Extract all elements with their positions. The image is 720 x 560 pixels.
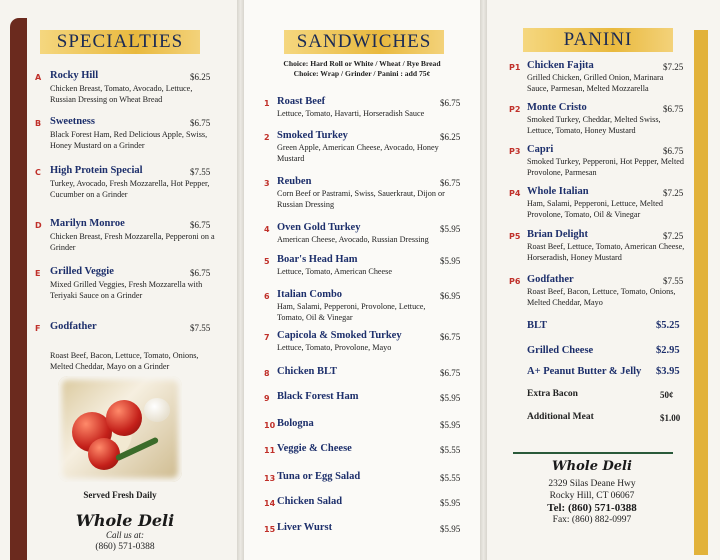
item-price: $6.75	[190, 118, 211, 128]
item-price: $7.25	[663, 188, 684, 198]
item-price: $6.75	[663, 146, 684, 156]
item-name: Godfather	[527, 274, 574, 285]
item-price: $6.75	[190, 268, 211, 278]
item-code: 1	[264, 99, 270, 108]
item-price: $7.25	[663, 231, 684, 241]
bread-choice-note	[254, 59, 470, 79]
item-code: P6	[509, 277, 521, 286]
item-price: $7.55	[190, 167, 211, 177]
item-code: 5	[264, 257, 270, 266]
item-name: Liver Wurst	[277, 522, 333, 533]
city-address: Rocky Hill, CT 06067	[549, 491, 635, 501]
item-price: $5.95	[440, 393, 461, 403]
item-code: F	[35, 324, 41, 333]
item-description: Grilled Chicken, Grilled Onion, Marinara Sauce, Parmesan, Melted Mozzarella	[527, 73, 664, 93]
item-code: 14	[264, 499, 276, 508]
item-name: Reuben	[277, 176, 312, 187]
item-code: 7	[264, 333, 270, 342]
item-price: $5.95	[440, 498, 461, 508]
phone-number: (860) 571-0388	[95, 542, 155, 552]
item-name: Oven Gold Turkey	[277, 222, 361, 233]
item-code: P5	[509, 232, 521, 241]
item-price: $6.75	[440, 98, 461, 108]
item-description: American Cheese, Avocado, Russian Dressing	[277, 235, 429, 244]
item-code: 11	[264, 446, 276, 455]
item-code: 4	[264, 225, 270, 234]
extra-price: $1.00	[660, 413, 681, 423]
tomato-graphic	[88, 438, 120, 470]
item-code: P1	[509, 63, 521, 72]
item-name: Chicken Salad	[277, 496, 343, 507]
item-name: Sweetness	[50, 116, 95, 127]
item-description: Roast Beef, Lettuce, Tomato, American Cheese, Horseradish, Honey Mustard	[527, 242, 685, 262]
bread-choice-line: Choice: Hard Roll or White / Wheat / Rye Bread	[283, 59, 441, 68]
item-name: Chicken Fajita	[527, 60, 594, 71]
item-description: Smoked Turkey, Cheddar, Melted Swiss, Lettuce, Tomato, Honey Mustard	[527, 115, 661, 135]
item-code: B	[35, 119, 42, 128]
item-description: Mixed Grilled Veggies, Fresh Mozzarella with Teriyaki Sauce on a Grinder	[50, 280, 203, 300]
street-address: 2329 Silas Deane Hwy	[548, 479, 636, 489]
item-name: Smoked Turkey	[277, 130, 348, 141]
item-code: 9	[264, 394, 270, 403]
panini-panel	[487, 0, 720, 560]
extra-price: $3.95	[656, 366, 680, 377]
item-code: 2	[264, 133, 270, 142]
item-description: Roast Beef, Bacon, Lettuce, Tomato, Onions, Melted Cheddar, Mayo	[527, 287, 676, 307]
item-name: Italian Combo	[277, 289, 343, 300]
item-name: Chicken BLT	[277, 366, 338, 377]
item-name: Capicola & Smoked Turkey	[277, 330, 402, 341]
item-description: Smoked Turkey, Pepperoni, Hot Pepper, Melted Provolone, Parmesan	[527, 157, 684, 177]
divider	[513, 452, 673, 454]
item-name: High Protein Special	[50, 165, 143, 176]
item-code: P4	[509, 189, 521, 198]
extra-price: $2.95	[656, 345, 680, 356]
item-description: Roast Beef, Bacon, Lettuce, Tomato, Onions, Melted Cheddar, Mayo on a Grinder	[50, 351, 199, 371]
tomato-graphic	[106, 400, 142, 436]
wrap-choice-line: Choice: Wrap / Grinder / Panini : add 75¢	[293, 69, 431, 78]
item-price: $5.95	[440, 420, 461, 430]
extra-name: Additional Meat	[527, 412, 594, 422]
served-fresh-daily: Served Fresh Daily	[83, 490, 157, 500]
item-price: $6.95	[440, 291, 461, 301]
food-photo	[58, 376, 182, 482]
item-description: Lettuce, Tomato, American Cheese	[277, 267, 392, 276]
call-us-label: Call us at:	[105, 530, 144, 540]
extra-price: $5.25	[656, 320, 680, 331]
item-name: Black Forest Ham	[277, 391, 359, 402]
sandwiches-panel	[244, 0, 480, 560]
item-price: $6.75	[663, 104, 684, 114]
panini-heading: PANINI	[523, 28, 673, 52]
item-description: Chicken Breast, Tomato, Avocado, Lettuce, Russian Dressing on Wheat Bread	[50, 84, 193, 104]
item-name: Bologna	[277, 418, 314, 429]
item-name: Boar's Head Ham	[277, 254, 358, 265]
item-price: $5.55	[440, 445, 461, 455]
item-price: $7.55	[190, 323, 211, 333]
item-price: $6.75	[440, 332, 461, 342]
extra-name: Grilled Cheese	[527, 345, 594, 356]
herb-graphic	[115, 437, 159, 462]
item-code: 3	[264, 179, 270, 188]
item-price: $6.25	[190, 72, 211, 82]
item-name: Capri	[527, 144, 554, 155]
item-name: Godfather	[50, 321, 97, 332]
item-price: $5.95	[440, 224, 461, 234]
item-code: A	[35, 73, 42, 82]
extra-name: BLT	[527, 320, 548, 331]
item-price: $6.75	[440, 368, 461, 378]
item-price: $5.95	[440, 256, 461, 266]
brand-logo: Whole Deli	[552, 459, 632, 474]
extra-price: 50¢	[660, 390, 674, 400]
item-price: $7.55	[663, 276, 684, 286]
item-price: $5.95	[440, 524, 461, 534]
extra-name: A+ Peanut Butter & Jelly	[527, 366, 642, 377]
item-description: Chicken Breast, Fresh Mozzarella, Pepperoni on a Grinder	[50, 232, 215, 252]
item-price: $7.25	[663, 62, 684, 72]
fold-line	[480, 0, 487, 560]
maroon-side-bar	[10, 18, 27, 560]
fax: Fax: (860) 882-0997	[552, 515, 632, 525]
item-name: Veggie & Cheese	[277, 443, 352, 454]
item-code: P3	[509, 147, 521, 156]
item-code: 15	[264, 525, 276, 534]
item-code: 6	[264, 292, 270, 301]
item-code: 13	[264, 474, 276, 483]
garlic-graphic	[144, 398, 170, 422]
item-description: Corn Beef or Pastrami, Swiss, Sauerkraut, Dijon or Russian Dressing	[277, 189, 445, 209]
item-description: Green Apple, American Cheese, Avocado, Honey Mustard	[277, 143, 439, 163]
item-description: Ham, Salami, Pepperoni, Lettuce, Melted Provolone, Tomato, Oil & Vinegar	[527, 199, 663, 219]
fold-line	[237, 0, 244, 560]
specialties-panel	[0, 0, 237, 560]
item-code: E	[35, 269, 41, 278]
item-name: Monte Cristo	[527, 102, 587, 113]
item-name: Grilled Veggie	[50, 266, 114, 277]
brand-logo: Whole Deli	[75, 511, 175, 530]
specialties-heading: SPECIALTIES	[40, 30, 200, 54]
item-name: Rocky Hill	[50, 70, 99, 81]
item-name: Whole Italian	[527, 186, 589, 197]
address-block	[507, 478, 677, 526]
extra-name: Extra Bacon	[527, 389, 578, 399]
item-code: D	[35, 221, 42, 230]
sandwiches-heading: SANDWICHES	[284, 30, 444, 54]
item-name: Marilyn Monroe	[50, 218, 125, 229]
item-description: Ham, Salami, Pepperoni, Provolone, Lettuce, Tomato, Oil & Vinegar	[277, 302, 426, 322]
item-description: Lettuce, Tomato, Havarti, Horseradish Sauce	[277, 109, 425, 118]
telephone: Tel: (860) 571-0388	[547, 502, 637, 514]
item-name: Tuna or Egg Salad	[277, 471, 361, 482]
item-price: $6.75	[190, 220, 211, 230]
gold-side-bar	[694, 30, 708, 555]
item-price: $6.75	[440, 178, 461, 188]
item-name: Brian Delight	[527, 229, 588, 240]
item-code: P2	[509, 105, 521, 114]
item-code: 10	[264, 421, 276, 430]
item-name: Roast Beef	[277, 96, 326, 107]
item-price: $6.25	[440, 132, 461, 142]
item-description: Turkey, Avocado, Fresh Mozzarella, Hot Pepper, Cucumber on a Grinder	[50, 179, 210, 199]
item-code: 8	[264, 369, 270, 378]
item-description: Lettuce, Tomato, Provolone, Mayo	[277, 343, 392, 352]
item-code: C	[35, 168, 41, 177]
item-description: Black Forest Ham, Red Delicious Apple, Swiss, Honey Mustard on a Grinder	[50, 130, 208, 150]
item-price: $5.55	[440, 473, 461, 483]
